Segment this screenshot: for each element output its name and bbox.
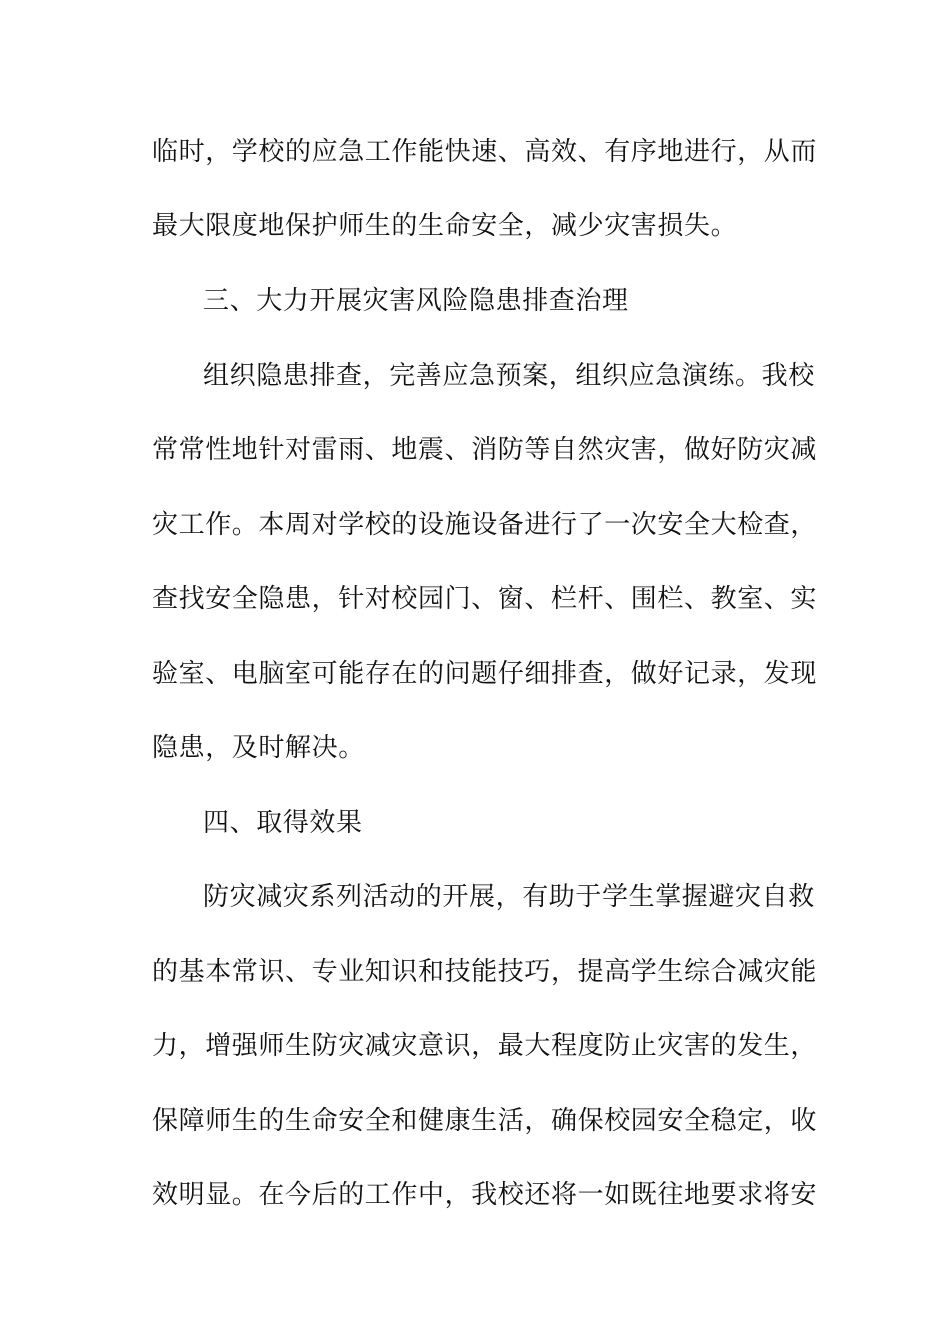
paragraph-line: 隐患，及时解决。: [152, 733, 365, 763]
paragraph-line: 灾工作。本周对学校的设施设备进行了一次安全大检查，: [152, 510, 818, 540]
paragraph-line: 查找安全隐患，针对校园门、窗、栏杆、围栏、教室、实: [152, 584, 818, 614]
paragraph-line: 防灾减灾系列活动的开展，有助于学生掌握避灾自救: [203, 882, 815, 912]
paragraph-line: 验室、电脑室可能存在的问题仔细排查，做好记录，发现: [152, 659, 818, 689]
section-heading-3: 三、大力开展灾害风险隐患排查治理: [203, 286, 629, 316]
paragraph-line: 力，增强师生防灾减灾意识，最大程度防止灾害的发生，: [152, 1031, 818, 1061]
paragraph-line: 的基本常识、专业知识和技能技巧，提高学生综合减灾能: [152, 957, 818, 987]
paragraph-line: 最大限度地保护师生的生命安全，减少灾害损失。: [152, 211, 738, 241]
paragraph-line: 组织隐患排查，完善应急预案，组织应急演练。我校: [203, 361, 815, 391]
paragraph-line: 临时，学校的应急工作能快速、高效、有序地进行，从而: [152, 137, 818, 167]
section-heading-4: 四、取得效果: [203, 808, 363, 838]
paragraph-line: 效明显。在今后的工作中，我校还将一如既往地要求将安: [152, 1180, 818, 1210]
paragraph-line: 常常性地针对雷雨、地震、消防等自然灾害，做好防灾减: [152, 435, 818, 465]
paragraph-line: 保障师生的生命安全和健康生活，确保校园安全稳定，收: [152, 1106, 818, 1136]
